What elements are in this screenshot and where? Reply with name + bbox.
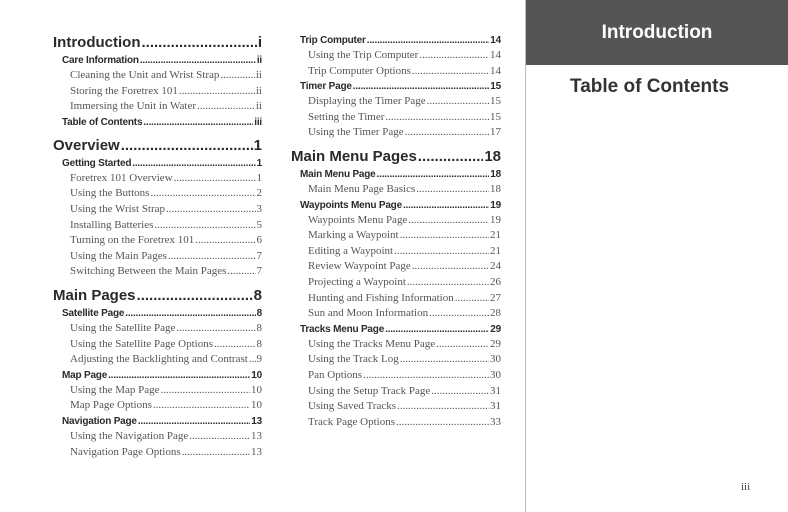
toc-entry-page: 10 [251,383,262,396]
page-number: iii [741,481,751,493]
toc-entry-page: 29 [490,323,501,335]
dot-leader [138,414,250,429]
toc-subsection-entry[interactable] [53,321,262,337]
toc-subsection-entry[interactable] [291,182,501,198]
toc-entry-page: 14 [490,35,501,46]
toc-entry-page: ii [255,84,262,97]
toc-subsection-entry[interactable] [291,384,501,400]
dot-leader [436,337,489,353]
dot-leader [412,259,489,275]
toc-entry-page: 3 [256,202,262,215]
toc-section-entry[interactable] [291,322,501,337]
toc-entry-page: iii [254,116,262,128]
toc-subsection-entry[interactable] [291,306,501,322]
toc-entry-page: 10 [251,369,262,381]
toc-entry-title: Overview [53,136,120,154]
toc-entry-page: 17 [490,126,501,139]
toc-entry-title: Map Page [62,369,108,381]
dot-leader [154,218,255,234]
section-tab: Introduction [526,0,788,65]
dot-leader [168,249,256,265]
dot-leader [161,383,250,399]
toc-entry-page: 13 [251,429,262,442]
toc-entry-title: Storing the Foretrex 101 [70,84,178,97]
toc-entry-title: Using Saved Tracks [308,400,397,413]
dot-leader [141,33,256,53]
dot-leader [150,186,255,202]
toc-entry-title: Using the Buttons [70,187,150,200]
toc-entry-title: Using the Navigation Page [70,429,189,442]
toc-entry-page: 8 [256,337,262,350]
toc-entry-page: 10 [251,399,262,412]
dot-leader [220,68,255,84]
toc-entry-page: 7 [256,265,262,278]
toc-entry-title: Turning on the Foretrex 101 [70,234,195,247]
dot-leader [227,264,255,280]
toc-entry-page: 1 [256,171,262,184]
dot-leader [397,399,489,415]
toc-subsection-entry[interactable] [291,228,501,244]
toc-entry-page: 13 [251,415,262,427]
toc-section-entry[interactable] [291,33,501,48]
toc-entry-page: 15 [490,110,501,123]
toc-entry-title: Foretrex 101 Overview [70,171,173,184]
dot-leader [153,398,250,414]
toc-subsection-entry[interactable] [291,94,501,110]
toc-entry-page: 2 [256,187,262,200]
toc-entry-page: 8 [256,321,262,334]
toc-subsection-entry[interactable] [53,218,262,234]
dot-leader [455,291,489,307]
toc-section-entry[interactable] [53,53,262,68]
dot-leader [403,198,489,213]
toc-entry-title: Review Waypoint Page [308,260,411,273]
toc-entry-title: Introduction [53,34,141,51]
toc-section-entry[interactable] [53,156,262,171]
toc-entry-title: Cleaning the Unit and Wrist Strap [70,69,220,81]
dot-leader [385,110,489,126]
toc-section-entry[interactable] [291,198,501,213]
toc-entry-page: ii [256,55,262,66]
toc-entry-title: Using the Tracks Menu Page [308,337,436,350]
dot-leader [407,275,489,291]
toc-subsection-entry[interactable] [291,125,501,141]
toc-subsection-entry[interactable] [53,398,262,414]
toc-entry-page: 29 [490,337,501,350]
toc-subsection-entry[interactable] [291,337,501,353]
toc-section-entry[interactable] [53,306,262,321]
toc-entry-page: 14 [490,49,501,61]
toc-section-entry[interactable] [291,79,501,94]
dot-leader [363,368,489,384]
toc-entry-page: 21 [490,244,501,257]
toc-entry-title: Main Pages [53,286,136,304]
toc-subsection-entry[interactable] [53,352,262,368]
dot-leader [400,228,489,244]
toc-entry-title: Installing Batteries [70,218,154,231]
dot-leader [396,415,489,431]
dot-leader [189,429,250,445]
dot-leader [419,48,489,64]
dot-leader [412,64,489,80]
toc-entry-title: Navigation Page Options [70,445,181,458]
toc-chapter-entry[interactable] [291,147,501,167]
toc-entry-title: Main Menu Page [300,168,376,180]
toc-entry-title: Satellite Page [62,307,125,319]
toc-entry-page: 7 [256,249,262,262]
toc-section-entry[interactable] [53,414,262,429]
toc-subsection-entry[interactable] [291,110,501,126]
toc-entry-title: Map Page Options [70,399,152,412]
dot-leader [121,136,253,156]
dot-leader [195,233,255,249]
toc-entry-title: Hunting and Fishing Information [308,291,454,304]
toc-entry-page: 8 [256,307,262,319]
toc-entry-title: Tracks Menu Page [300,323,385,335]
toc-entry-page: 1 [256,157,262,169]
toc-entry-title: Editing a Waypoint [308,244,394,257]
column-divider [525,0,526,512]
toc-entry-title: Using the Map Page [70,383,160,396]
dot-leader [140,53,256,68]
dot-leader [427,94,489,110]
toc-entry-title: Pan Options [308,368,363,381]
toc-entry-page: 14 [490,64,501,77]
toc-column-left [53,33,262,460]
toc-subsection-entry[interactable] [53,99,262,115]
dot-leader [367,33,490,48]
dot-leader [394,244,489,260]
toc-subsection-entry[interactable] [53,337,262,353]
toc-entry-title: Using the Timer Page [308,126,404,139]
dot-leader [166,202,256,218]
toc-entry-title: Using the Track Log [308,353,399,366]
dot-leader [176,321,255,337]
toc-entry-title: Care Information [62,55,139,66]
toc-entry-title: Main Menu Pages [291,147,417,165]
toc-entry-title: Projecting a Waypoint [308,275,406,288]
toc-subsection-entry[interactable] [53,249,262,265]
toc-entry-page: 18 [490,168,501,180]
toc-subsection-entry[interactable] [53,68,262,84]
dot-leader [416,182,489,198]
toc-entry-page: 30 [490,353,501,366]
toc-entry-page: ii [255,69,262,81]
toc-subsection-entry[interactable] [291,48,501,64]
toc-entry-title: Using the Satellite Page Options [70,337,213,350]
toc-entry-page: 31 [490,384,501,397]
dot-leader [249,352,256,368]
toc-subsection-entry[interactable] [291,64,501,80]
toc-subsection-entry[interactable] [291,213,501,229]
toc-entry-page: 18 [484,147,501,165]
toc-subsection-entry[interactable] [291,291,501,307]
toc-chapter-entry[interactable] [53,33,262,53]
dot-leader [431,384,489,400]
toc-entry-title: Using the Trip Computer [308,49,419,61]
toc-subsection-entry[interactable] [53,429,262,445]
toc-entry-page: 1 [253,136,262,154]
toc-section-entry[interactable] [53,115,262,130]
toc-section-entry[interactable] [291,167,501,182]
toc-entry-page: 31 [490,400,501,413]
toc-entry-title: Table of Contents [62,116,143,128]
toc-entry-title: Displaying the Timer Page [308,95,426,108]
dot-leader [353,79,490,94]
toc-entry-title: Setting the Timer [308,110,385,123]
toc-entry-page: 8 [253,286,262,304]
toc-chapter-entry[interactable] [53,286,262,306]
toc-entry-title: Getting Started [62,157,132,169]
dot-leader [132,156,255,171]
toc-entry-title: Using the Main Pages [70,249,167,262]
toc-entry-page: 19 [490,199,501,211]
toc-entry-page: 19 [490,213,501,226]
toc-entry-title: Navigation Page [62,415,137,427]
toc-subsection-entry[interactable] [291,399,501,415]
dot-leader [108,368,250,383]
toc-column-right [291,33,501,430]
toc-entry-page: 26 [490,275,501,288]
dot-leader [179,84,255,100]
toc-entry-title: Immersing the Unit in Water [70,100,196,113]
toc-entry-title: Trip Computer [300,35,366,46]
toc-entry-title: Adjusting the Backlighting and Contrast [70,353,248,366]
toc-subsection-entry[interactable] [53,171,262,187]
dot-leader [143,115,253,130]
dot-leader [418,147,483,167]
toc-entry-title: Switching Between the Main Pages [70,265,227,278]
toc-subsection-entry[interactable] [53,233,262,249]
toc-entry-page: 24 [490,260,501,273]
dot-leader [125,306,255,321]
toc-entry-title: Using the Satellite Page [70,321,176,334]
dot-leader [385,322,489,337]
toc-entry-page: 21 [490,229,501,242]
toc-entry-page: 18 [490,182,501,195]
toc-subsection-entry[interactable] [291,275,501,291]
toc-entry-page: 30 [490,368,501,381]
toc-subsection-entry[interactable] [53,264,262,280]
toc-entry-title: Main Menu Page Basics [308,182,416,195]
toc-subsection-entry[interactable] [291,244,501,260]
toc-entry-page: 5 [256,218,262,231]
toc-subsection-entry[interactable] [53,445,262,461]
toc-subsection-entry[interactable] [53,202,262,218]
toc-subsection-entry[interactable] [53,383,262,399]
toc-entry-page: 33 [490,415,501,428]
toc-entry-title: Using the Wrist Strap [70,202,165,215]
dot-leader [197,99,255,115]
toc-entry-page: i [257,34,262,51]
dot-leader [182,445,250,461]
dot-leader [377,167,490,182]
dot-leader [405,125,489,141]
toc-subsection-entry[interactable] [291,352,501,368]
toc-entry-page: ii [255,100,262,113]
dot-leader [174,171,256,187]
toc-entry-title: Waypoints Menu Page [300,199,402,211]
toc-entry-title: Trip Computer Options [308,64,411,77]
dot-leader [408,213,489,229]
toc-entry-title: Marking a Waypoint [308,229,399,242]
toc-entry-page: 15 [490,95,501,108]
dot-leader [429,306,489,322]
toc-chapter-entry[interactable] [53,136,262,156]
toc-entry-page: 6 [256,234,262,247]
toc-entry-title: Waypoints Menu Page [308,213,408,226]
toc-entry-title: Using the Setup Track Page [308,384,431,397]
toc-entry-title: Timer Page [300,81,352,93]
toc-entry-page: 28 [490,307,501,320]
page-title: Table of Contents [570,76,730,97]
toc-subsection-entry[interactable] [291,368,501,384]
toc-entry-title: Sun and Moon Information [308,307,429,320]
toc-subsection-entry[interactable] [291,259,501,275]
toc-entry-page: 13 [251,445,262,458]
toc-section-entry[interactable] [53,368,262,383]
toc-entry-page: 15 [490,81,501,93]
toc-subsection-entry[interactable] [291,415,501,431]
dot-leader [400,352,489,368]
toc-entry-page: 27 [490,291,501,304]
toc-subsection-entry[interactable] [53,84,262,100]
toc-entry-title: Track Page Options [308,415,395,428]
dot-leader [214,337,256,353]
dot-leader [137,286,253,306]
toc-subsection-entry[interactable] [53,186,262,202]
toc-entry-page: 9 [256,353,262,366]
